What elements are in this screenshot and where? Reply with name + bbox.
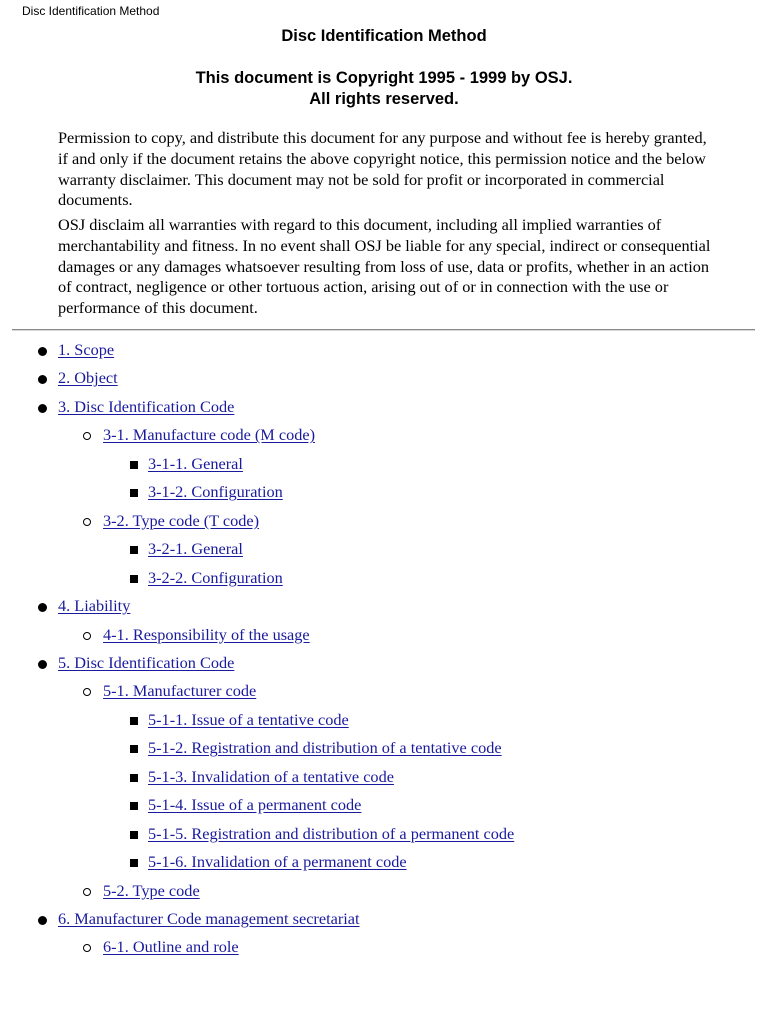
toc-link[interactable]: 5-1-2. Registration and distribution of a tentative code — [148, 738, 502, 758]
bullet-square-icon — [130, 859, 138, 867]
bullet-square-icon — [130, 575, 138, 583]
bullet-circle-icon — [83, 432, 91, 440]
toc-item-level-2 — [0, 423, 768, 447]
toc-item-level-3 — [0, 480, 768, 504]
toc-link[interactable]: 3-1. Manufacture code (M code) — [103, 425, 316, 445]
bullet-square-icon — [130, 802, 138, 810]
bullet-circle-icon — [83, 632, 91, 640]
toc-item-level-3 — [0, 537, 768, 561]
toc-link[interactable]: 4-1. Responsibility of the usage — [103, 624, 310, 644]
toc-link[interactable]: 3-2-2. Configuration — [148, 567, 283, 587]
toc-item-level-3 — [0, 765, 768, 789]
toc-link[interactable]: 3. Disc Identification Code — [58, 396, 235, 416]
bullet-disc-icon — [38, 916, 47, 925]
toc-item-level-1 — [0, 338, 768, 362]
bullet-circle-icon — [83, 888, 91, 896]
toc-link[interactable]: 2. Object — [58, 368, 118, 388]
bullet-disc-icon — [38, 347, 47, 356]
bullet-square-icon — [130, 717, 138, 725]
toc-item-level-3 — [0, 736, 768, 760]
toc-link[interactable]: 6-1. Outline and role — [103, 937, 239, 957]
toc-item-level-1 — [0, 395, 768, 419]
toc-item-level-3 — [0, 708, 768, 732]
toc-item-level-3 — [0, 452, 768, 476]
toc-link[interactable]: 5-1-1. Issue of a tentative code — [148, 709, 349, 729]
toc-item-level-1 — [0, 594, 768, 618]
copyright-line-2: All rights reserved. — [309, 90, 459, 108]
bullet-circle-icon — [83, 944, 91, 952]
bullet-square-icon — [130, 461, 138, 469]
horizontal-divider — [12, 329, 755, 331]
toc-item-level-3 — [0, 850, 768, 874]
toc-link[interactable]: 5-1. Manufacturer code — [103, 681, 257, 701]
toc-link[interactable]: 3-1-2. Configuration — [148, 482, 283, 502]
toc-link[interactable]: 1. Scope — [58, 340, 115, 359]
bullet-disc-icon — [38, 603, 47, 612]
toc-item-level-3 — [0, 566, 768, 590]
toc-link[interactable]: 5. Disc Identification Code — [58, 652, 235, 672]
toc-link[interactable]: 3-2-1. General — [148, 539, 243, 559]
disclaimer-paragraph: OSJ disclaim all warranties with regard to this document, including all implied warranties of merchantability and fitness. In no event shall OSJ be liable for any special, indirect or consequential damages or any damages whatsoever resulting from loss of use, data or profits, whether in an action of contract, negligence or other tortuous action, arising out of or in connection with the use or performance of this document. — [58, 215, 711, 318]
bullet-square-icon — [130, 774, 138, 782]
toc-item-level-2 — [0, 879, 768, 903]
toc-link[interactable]: 3-2. Type code (T code) — [103, 510, 260, 530]
toc-item-level-1 — [0, 366, 768, 390]
toc-link[interactable]: 4. Liability — [58, 596, 131, 616]
toc-link[interactable]: 6. Manufacturer Code management secretariat — [58, 909, 360, 928]
bullet-square-icon — [130, 489, 138, 497]
document-title: Disc Identification Method — [281, 27, 487, 45]
running-header: Disc Identification Method — [22, 4, 160, 18]
toc-item-level-2 — [0, 679, 768, 703]
bullet-square-icon — [130, 831, 138, 839]
toc-item-level-2 — [0, 935, 768, 959]
permission-paragraph: Permission to copy, and distribute this document for any purpose and without fee is hereby granted, if and only if the document retains the above copyright notice, this permission notice and the below warranty disclaimer. This document may not be sold for profit or incorporated in commercial documents. — [58, 128, 707, 210]
toc-item-level-1 — [0, 651, 768, 675]
toc-link[interactable]: 5-1-4. Issue of a permanent code — [148, 795, 362, 815]
toc-link[interactable]: 3-1-1. General — [148, 453, 243, 473]
bullet-disc-icon — [38, 404, 47, 413]
bullet-square-icon — [130, 546, 138, 554]
toc-item-level-1 — [0, 907, 768, 931]
toc-item-level-3 — [0, 793, 768, 817]
bullet-circle-icon — [83, 518, 91, 526]
bullet-disc-icon — [38, 660, 47, 669]
bullet-circle-icon — [83, 688, 91, 696]
toc-item-level-3 — [0, 822, 768, 846]
toc-link[interactable]: 5-2. Type code — [103, 880, 200, 900]
toc-link[interactable]: 5-1-3. Invalidation of a tentative code — [148, 766, 394, 786]
toc-link[interactable]: 5-1-5. Registration and distribution of a permanent code — [148, 823, 515, 843]
copyright-line-1: This document is Copyright 1995 - 1999 by OSJ. — [195, 69, 573, 87]
toc-link[interactable]: 5-1-6. Invalidation of a permanent code — [148, 852, 407, 872]
bullet-square-icon — [130, 745, 138, 753]
toc-item-level-2 — [0, 623, 768, 647]
toc-item-level-2 — [0, 509, 768, 533]
bullet-disc-icon — [38, 375, 47, 384]
copyright-notice — [0, 68, 768, 110]
